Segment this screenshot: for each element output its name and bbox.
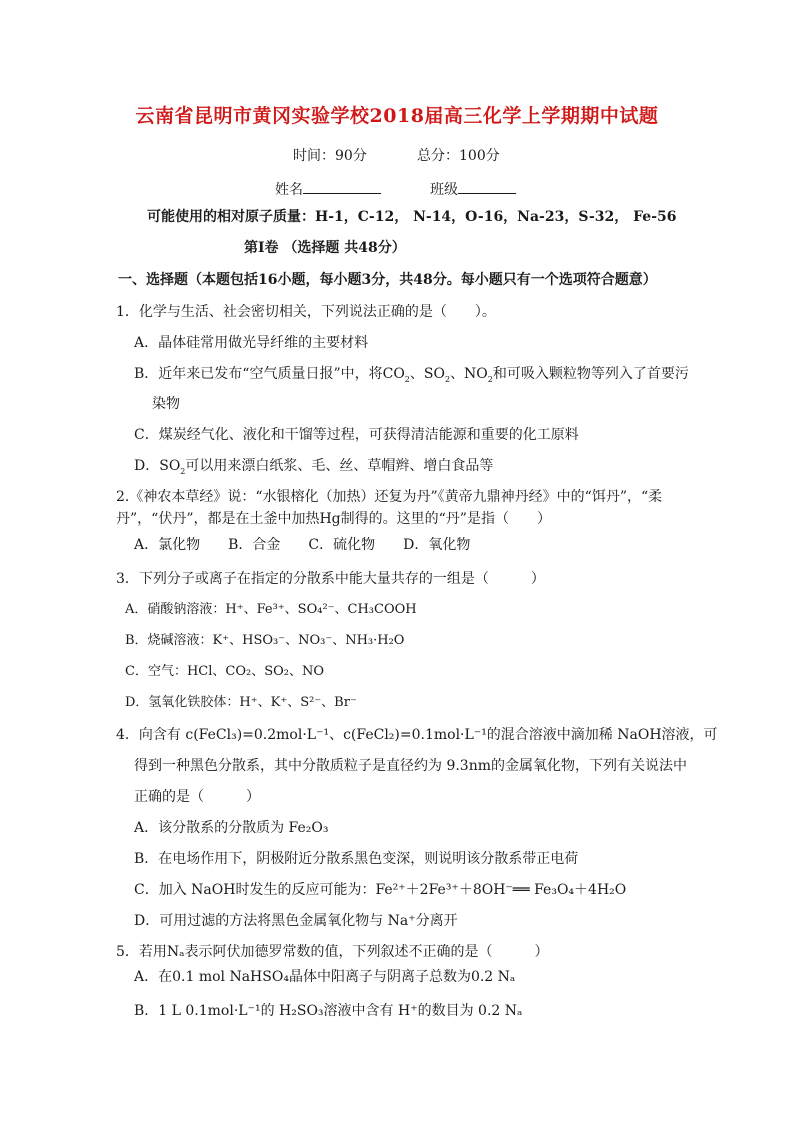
- question-1-option-b-continued: 染物: [152, 396, 180, 412]
- question-1-stem: 1．化学与生活、社会密切相关，下列说法正确的是（ ）。: [116, 304, 496, 320]
- question-1-option-b: B．近年来已发布“空气质量日报”中，将$CO_2$、$SO_2$、$NO_2$和可吸入颗粒物等列入了首要污: [134, 366, 689, 384]
- question-1-option-c: C．煤炭经气化、液化和干馏等过程，可获得清洁能源和重要的化工原料: [134, 427, 579, 443]
- class-field: [430, 180, 516, 197]
- question-2-options: A．氯化物 B．合金 C．硫化物 D．氧化物: [134, 537, 471, 553]
- atomic-mass-note: 可能使用的相对原子质量：H-1，C-12， N-14，O-16，Na-23，S-32， Fe-56: [147, 209, 677, 225]
- section-heading: 一、选择题（本题包括16小题，每小题3分，共48分。每小题只有一个选项符合题意）: [118, 272, 657, 288]
- question-3-option-c: C．空气：HCl、CO₂、SO₂、NO: [125, 664, 325, 679]
- exam-time: 时间：90分: [293, 148, 367, 164]
- question-5-option-a: A．在0.1 mol NaHSO₄晶体中阳离子与阴离子总数为0.2 Nₐ: [134, 969, 516, 985]
- class-blank: [458, 180, 516, 194]
- question-5-option-b: B．1 L 0.1mol·L⁻¹的 H₂SO₃溶液中含有 H⁺的数目为 0.2 Nₐ: [134, 1003, 523, 1019]
- question-3-option-d: D．氢氧化铁胶体：H⁺、K⁺、S²⁻、Br⁻: [125, 695, 357, 710]
- name-label: 姓名: [275, 182, 303, 198]
- question-2-stem-line1: 2.《神农本草经》说：“水银榕化（加热）还复为丹”《黄帝九鼎神丹经》中的“饵丹”，“柔: [116, 489, 663, 505]
- volume-title: 第Ⅰ卷 （选择题 共48分）: [244, 240, 406, 256]
- class-label: 班级: [430, 182, 458, 198]
- question-4-stem-line2: 得到一种黑色分散系，其中分散质粒子是直径约为 9.3nm的金属氧化物，下列有关说法中: [134, 758, 688, 774]
- question-3-stem: 3．下列分子或离子在指定的分散系中能大量共存的一组是（ ）: [116, 571, 545, 587]
- page-title: 云南省昆明市黄冈实验学校2018届高三化学上学期期中试题: [135, 105, 659, 127]
- question-4-option-d: D．可用过滤的方法将黑色金属氧化物与 Na⁺分离开: [134, 913, 458, 929]
- question-4-option-c: C．加入 NaOH时发生的反应可能为：Fe²⁺＋2Fe³⁺＋8OH⁻══ Fe₃O₄＋4H₂O: [134, 882, 627, 898]
- question-3-option-a: A．硝酸钠溶液：H⁺、Fe³⁺、SO₄²⁻、CH₃COOH: [125, 602, 417, 617]
- name-blank: [303, 180, 381, 194]
- student-name-field: [275, 180, 381, 197]
- question-4-stem-line3: 正确的是（ ）: [134, 789, 260, 805]
- total-score: 总分：100分: [417, 148, 500, 164]
- question-1-option-d: D．$SO_2$可以用来漂白纸浆、毛、丝、草帽辫、增白食品等: [134, 458, 494, 476]
- question-4-stem-line1: 4．向含有 c(FeCl₃)=0.2mol·L⁻¹、c(FeCl₂)=0.1mol·L⁻¹的混合溶液中滴加稀 NaOH溶液，可: [116, 727, 718, 743]
- question-1-option-a: A．晶体硅常用做光导纤维的主要材料: [134, 335, 369, 351]
- question-5-stem: 5．若用Nₐ表示阿伏加德罗常数的值，下列叙述不正确的是（ ）: [116, 944, 549, 960]
- question-3-option-b: B．烧碱溶液：K⁺、HSO₃⁻、NO₃⁻、NH₃·H₂O: [125, 633, 405, 648]
- question-4-option-a: A．该分散系的分散质为 Fe₂O₃: [134, 820, 329, 836]
- question-2-stem-line2: 丹”，“伏丹”，都是在土釜中加热Hg制得的。这里的“丹”是指（ ）: [116, 511, 551, 527]
- question-4-option-b: B．在电场作用下，阴极附近分散系黑色变深，则说明该分散系带正电荷: [134, 851, 579, 867]
